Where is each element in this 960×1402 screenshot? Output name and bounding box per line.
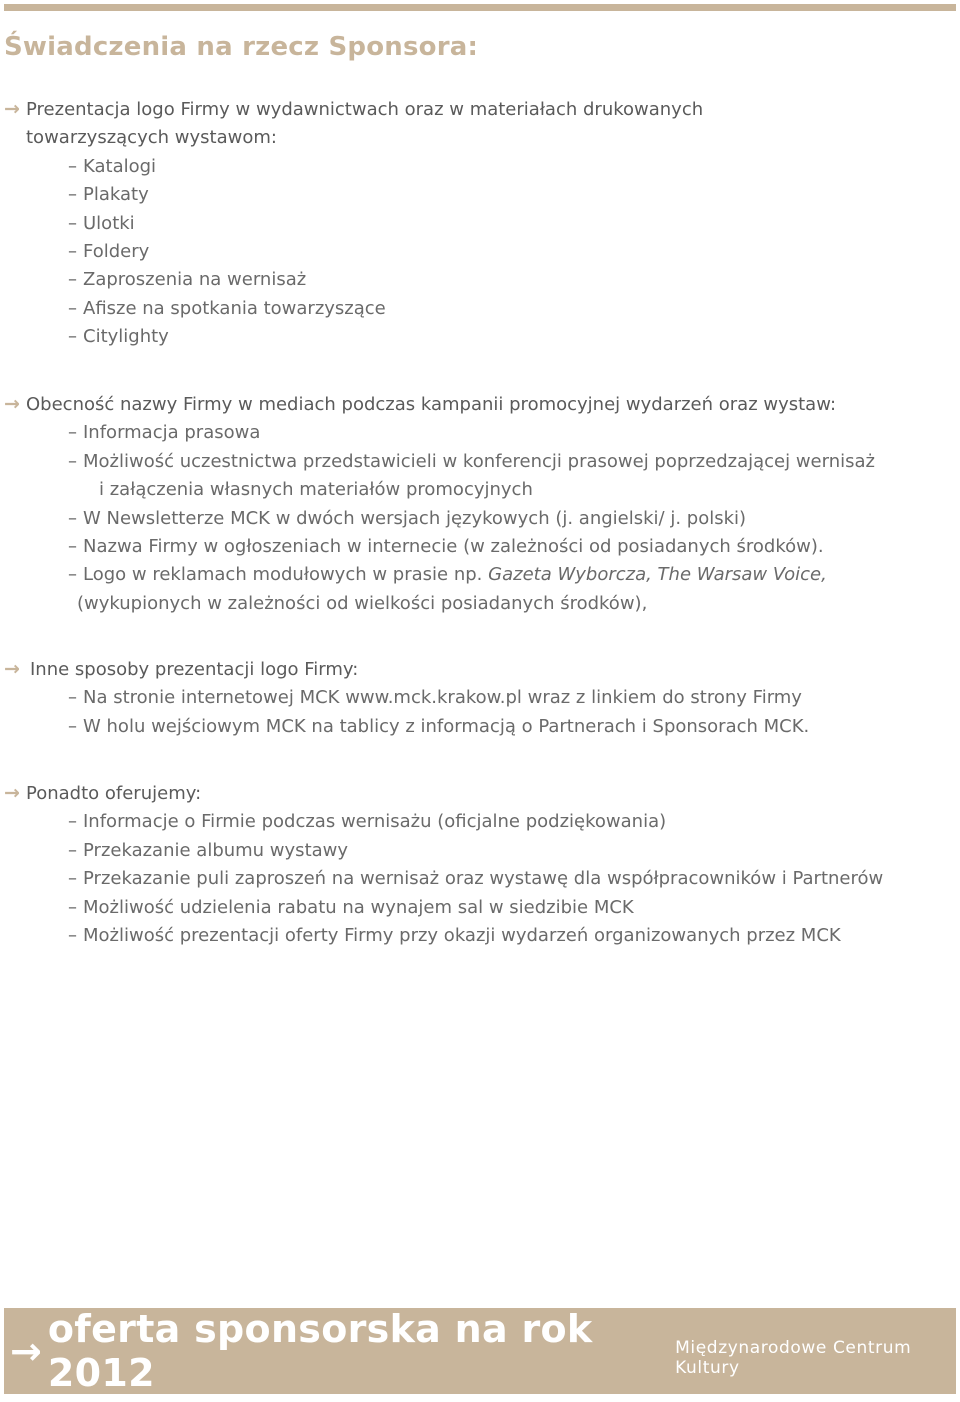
dash-icon: – xyxy=(68,422,77,444)
item-list xyxy=(4,808,944,950)
dash-icon: – xyxy=(68,536,77,558)
list-item: – Ulotki xyxy=(4,210,944,238)
dash-icon: – xyxy=(68,241,77,263)
dash-icon: – xyxy=(68,326,77,348)
dash-icon: – xyxy=(68,155,77,177)
item-continuation: i załączenia własnych materiałów promocyjnych xyxy=(99,479,533,501)
page-title: Świadczenia na rzecz Sponsora: xyxy=(4,32,479,62)
item-continuation: (wykupionych w zależności od wielkości posiadanych środków), xyxy=(77,592,648,614)
dash-icon: – xyxy=(68,839,77,861)
item-list xyxy=(4,684,944,741)
heading-line-2: towarzyszących wystawom: xyxy=(26,127,277,149)
dash-icon: – xyxy=(68,687,77,709)
dash-icon: – xyxy=(68,925,77,947)
list-item: – Przekazanie albumu wystawy xyxy=(4,837,944,865)
arrow-icon: → xyxy=(4,782,20,804)
list-item: – Foldery xyxy=(4,238,944,266)
list-item: – Afisze na spotkania towarzyszące xyxy=(4,295,944,323)
list-item: – W holu wejściowym MCK na tablicy z informacją o Partnerach i Sponsorach MCK. xyxy=(4,713,944,741)
list-item: – Zaproszenia na wernisaż xyxy=(4,266,944,294)
dash-icon: – xyxy=(68,896,77,918)
dash-icon: – xyxy=(68,507,77,529)
arrow-icon: → xyxy=(4,658,20,680)
list-item: – Informacje o Firmie podczas wernisażu (oficjalne podziękowania) xyxy=(4,808,944,836)
section-logo-print xyxy=(4,95,944,352)
section-other-logo xyxy=(4,655,944,741)
list-item: – W Newsletterze MCK w dwóch wersjach językowych (j. angielski/ j. polski) xyxy=(4,505,944,533)
heading-line-1: Prezentacja logo Firmy w wydawnictwach oraz w materiałach drukowanych xyxy=(26,99,704,120)
list-item: – Citylighty xyxy=(4,323,944,351)
section-heading-text: Ponadto oferujemy: xyxy=(26,783,202,804)
list-item: – Możliwość uczestnictwa przedstawicieli w konferencji prasowej poprzedzającej wernisaż i załączenia własnych materiałów promocyjnych xyxy=(4,448,944,505)
section-heading-text: Obecność nazwy Firmy w mediach podczas kampanii promocyjnej wydarzeń oraz wystaw: xyxy=(26,394,837,415)
section-heading xyxy=(4,95,944,153)
list-item: – Nazwa Firmy w ogłoszeniach w internecie (w zależności od posiadanych środków). xyxy=(4,533,944,561)
publication-names: Gazeta Wyborcza, The Warsaw Voice, xyxy=(488,564,827,586)
dash-icon: – xyxy=(68,564,77,586)
top-bar xyxy=(4,4,956,11)
footer-title: oferta sponsorska na rok 2012 xyxy=(47,1307,593,1395)
arrow-icon: → xyxy=(4,98,20,120)
item-list xyxy=(4,419,944,618)
section-heading xyxy=(4,390,944,419)
list-item: – Plakaty xyxy=(4,181,944,209)
item-list xyxy=(4,153,944,352)
section-heading-text xyxy=(26,96,944,153)
dash-icon: – xyxy=(68,184,77,206)
section-heading xyxy=(4,655,944,684)
list-item: – Informacja prasowa xyxy=(4,419,944,447)
list-item: – Logo w reklamach modułowych w prasie np. Gazeta Wyborcza, The Warsaw Voice, (wykupionych w zależności od wielkości posiadanych środków), xyxy=(4,561,944,618)
section-heading-text: Inne sposoby prezentacji logo Firmy: xyxy=(30,659,359,680)
dash-icon: – xyxy=(68,811,77,833)
section-additional xyxy=(4,779,944,950)
section-media xyxy=(4,390,944,618)
arrow-icon: → xyxy=(4,393,20,415)
list-item: – Możliwość udzielenia rabatu na wynajem sal w siedzibie MCK xyxy=(4,894,944,922)
dash-icon: – xyxy=(68,269,77,291)
dash-icon: – xyxy=(68,212,77,234)
arrow-icon: → xyxy=(10,1329,42,1373)
list-item: – Przekazanie puli zaproszeń na wernisaż oraz wystawę dla współpracowników i Partnerów xyxy=(4,865,944,893)
dash-icon: – xyxy=(68,868,77,890)
dash-icon: – xyxy=(68,715,77,737)
footer-banner xyxy=(4,1308,956,1394)
organization-name: Międzynarodowe Centrum Kultury xyxy=(675,1338,912,1378)
section-heading xyxy=(4,779,944,808)
dash-icon: – xyxy=(68,450,77,472)
list-item: – Katalogi xyxy=(4,153,944,181)
dash-icon: – xyxy=(68,297,77,319)
list-item: – Możliwość prezentacji oferty Firmy przy okazji wydarzeń organizowanych przez MCK xyxy=(4,922,944,950)
list-item: – Na stronie internetowej MCK www.mck.krakow.pl wraz z linkiem do strony Firmy xyxy=(4,684,944,712)
